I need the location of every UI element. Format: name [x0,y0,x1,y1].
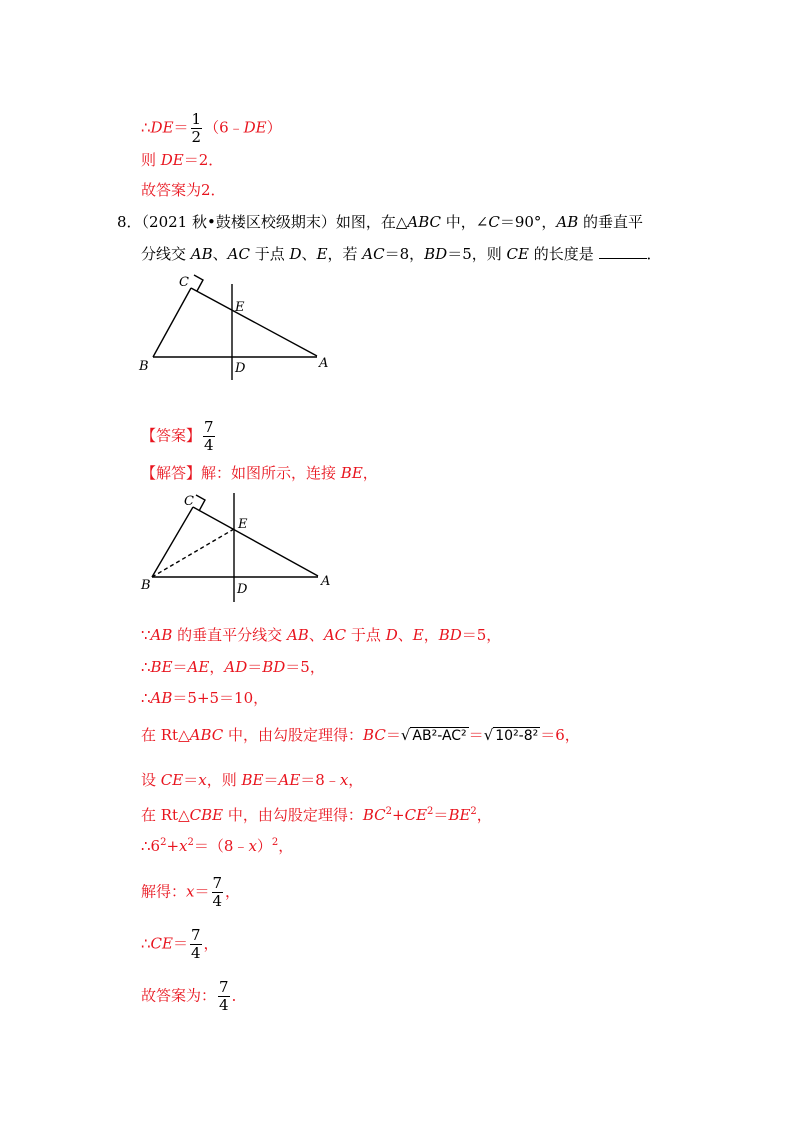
paren-close: ） [266,118,282,137]
segment-bc [152,507,193,577]
var: x [198,771,207,789]
text: 则 [141,151,161,169]
text: ＝6， [540,726,580,744]
text: 于点 [346,626,386,644]
var: BE [241,771,264,789]
var: E [412,626,424,644]
text: 在 Rt△ [141,726,190,744]
fraction-seven-fourths [218,980,230,1013]
segment-ca [193,507,318,576]
solution-step-6 [141,802,492,825]
solution-step-9 [141,928,219,961]
var-de: DE [160,151,184,169]
var: AB [150,626,173,644]
var: CE [404,806,428,824]
answer-line [141,420,217,453]
var: BD [438,626,462,644]
exponent: 2 [427,806,434,817]
fraction-denominator: 4 [191,944,201,962]
text: ＝5， [461,626,502,644]
var: AE [278,771,301,789]
var: x [186,882,195,901]
text: ＝ [385,726,401,744]
answer-fraction [203,420,215,453]
text: ，则 [206,771,242,789]
text: ， [362,464,378,482]
text: ＝2． [183,151,224,169]
var: x [339,771,349,789]
var: AD [224,658,248,676]
text: ＝8﹣ [300,771,340,789]
text: ＝ [247,658,263,676]
text: 解得： [141,882,187,901]
text: 解：如图所示，连接 [201,464,341,482]
therefore-symbol: ∴ [141,689,151,707]
question-line-2 [141,244,662,264]
var: AB [286,626,309,644]
fraction-numerator: 1 [191,110,202,128]
var: BD [262,658,286,676]
text: ， [209,658,225,676]
exponent: 2 [187,837,194,848]
var: BE [150,658,173,676]
text: + [166,837,180,855]
solution-step-10 [141,980,247,1013]
fraction-numerator: 7 [204,418,214,436]
fraction-seven-fourths [212,876,224,909]
text: （2021 秋•鼓楼区校级期末）如图，在△ [141,213,408,231]
solution-label: 【解答】 [141,464,202,482]
var: C [488,213,500,231]
solution-step-7 [141,833,293,856]
solution-step-2 [141,657,325,677]
fraction-one-half [191,112,203,145]
text: ， [278,837,294,855]
var: AC [227,245,250,263]
text: 故答案为： [141,986,217,1005]
label-b: B [139,359,149,374]
question-number: 8． [117,213,142,231]
text: ＝ [433,806,449,824]
text: 设 [141,771,161,789]
var: ABC [189,726,224,744]
text: ， [476,806,492,824]
text: ， [423,626,439,644]
fraction-denominator: 4 [204,436,214,454]
text: 的长度是 [528,245,599,263]
segment-ca [191,288,317,356]
text: 、 [301,245,317,263]
solution-step-5 [141,770,363,790]
exponent: 2 [470,806,477,817]
text: ＝ [468,726,484,744]
var: D [289,245,302,263]
text: 的垂直平 [578,213,644,231]
equals-sign: ＝ [173,118,189,137]
var: CE [150,934,173,953]
fraction-numerator: 7 [212,874,223,892]
text: ． [646,245,662,263]
var: CBE [189,806,224,824]
var: AB [556,213,579,231]
label-a: A [319,356,329,371]
prev-line-3: 故答案为2． [141,181,226,199]
text: ． [231,986,247,1005]
therefore-symbol: ∴ [141,658,151,676]
text: ＝5，则 [447,245,507,263]
exponent: 2 [271,837,279,848]
exponent: 2 [385,806,393,817]
var: E [316,245,328,263]
solution-step-1 [141,625,501,645]
therefore-symbol: ∴ [141,118,151,137]
sqrt-expression-1: √ AB²-AC² [400,726,467,744]
label-a: A [321,574,331,589]
triangle-figure-solution [135,490,345,605]
text: + [392,806,405,824]
text: 分线交 [141,245,191,263]
fraction-denominator: 2 [191,128,202,146]
label-c: C [179,275,189,290]
question-line-1 [117,212,643,232]
segment-bc [153,288,191,357]
text: 中，由勾股定理得： [223,806,363,824]
text: ＝ [263,771,279,789]
fraction-denominator: 4 [219,996,229,1014]
paren-expr: （6﹣ [204,118,244,137]
var: BE [448,806,471,824]
because-symbol: ∵ [141,626,151,644]
solution-step-3 [141,688,268,708]
prev-line-1 [141,112,282,145]
text: ，若 [327,245,363,263]
var: CE [506,245,529,263]
text: ＝ [183,771,199,789]
solution-step-4 [141,725,580,746]
label-c: C [184,494,194,509]
label-e: E [235,300,245,315]
var: D [385,626,398,644]
text: 、 [212,245,228,263]
text: 在 Rt△ [141,806,190,824]
text: ＝（8﹣ [193,837,249,855]
answer-blank [599,244,647,259]
label-d: D [237,582,248,597]
text: 的垂直平分线交 [172,626,287,644]
text: ＝8， [384,245,425,263]
text: ＝ [194,882,210,901]
text: ＝90°， [499,213,557,231]
var: AB [190,245,213,263]
text: ＝5+5＝10， [172,689,269,707]
var: CE [160,771,184,789]
text: ， [203,934,219,953]
answer-label: 【答案】 [141,426,202,445]
text: 中，由勾股定理得： [223,726,364,744]
var-de: DE [150,118,174,137]
radicand: 10²-8² [495,728,539,744]
var: ABC [407,213,441,231]
exponent: 2 [160,837,167,848]
solution-step-8 [141,876,240,909]
fraction-denominator: 4 [212,892,223,910]
var: BD [424,245,448,263]
triangle-figure-question [135,272,345,382]
label-e: E [238,517,248,532]
text: ＝5， [285,658,325,676]
text: ， [348,771,364,789]
var: x [179,837,188,855]
prev-line-2 [141,150,223,170]
var: BC [362,806,386,824]
radicand: AB²-AC² [412,728,467,744]
var: AC [362,245,385,263]
label-b: B [141,578,151,593]
text: ＝ [172,934,188,953]
text: 于点 [249,245,290,263]
text: 中，∠ [441,213,489,231]
fraction-seven-fourths [190,928,202,961]
fraction-numerator: 7 [219,978,229,996]
text: 、 [397,626,413,644]
var: BE [340,464,363,482]
var-de: DE [243,118,267,137]
var: AE [187,658,210,676]
text: ， [225,882,241,901]
sqrt-expression-2: √ 10²-8² [483,726,539,744]
text: ） [256,837,272,855]
text: ∴6 [141,837,161,855]
label-d: D [235,361,246,376]
var: AC [323,626,347,644]
solution-intro [141,463,378,483]
text: 、 [308,626,324,644]
fraction-numerator: 7 [191,926,201,944]
var: AB [150,689,173,707]
right-angle-mark [194,275,203,291]
therefore-symbol: ∴ [141,934,151,953]
var: BC [363,726,386,744]
right-angle-mark [196,495,205,511]
segment-be-dashed [152,529,234,577]
var: x [248,837,257,855]
text: ＝ [172,658,188,676]
